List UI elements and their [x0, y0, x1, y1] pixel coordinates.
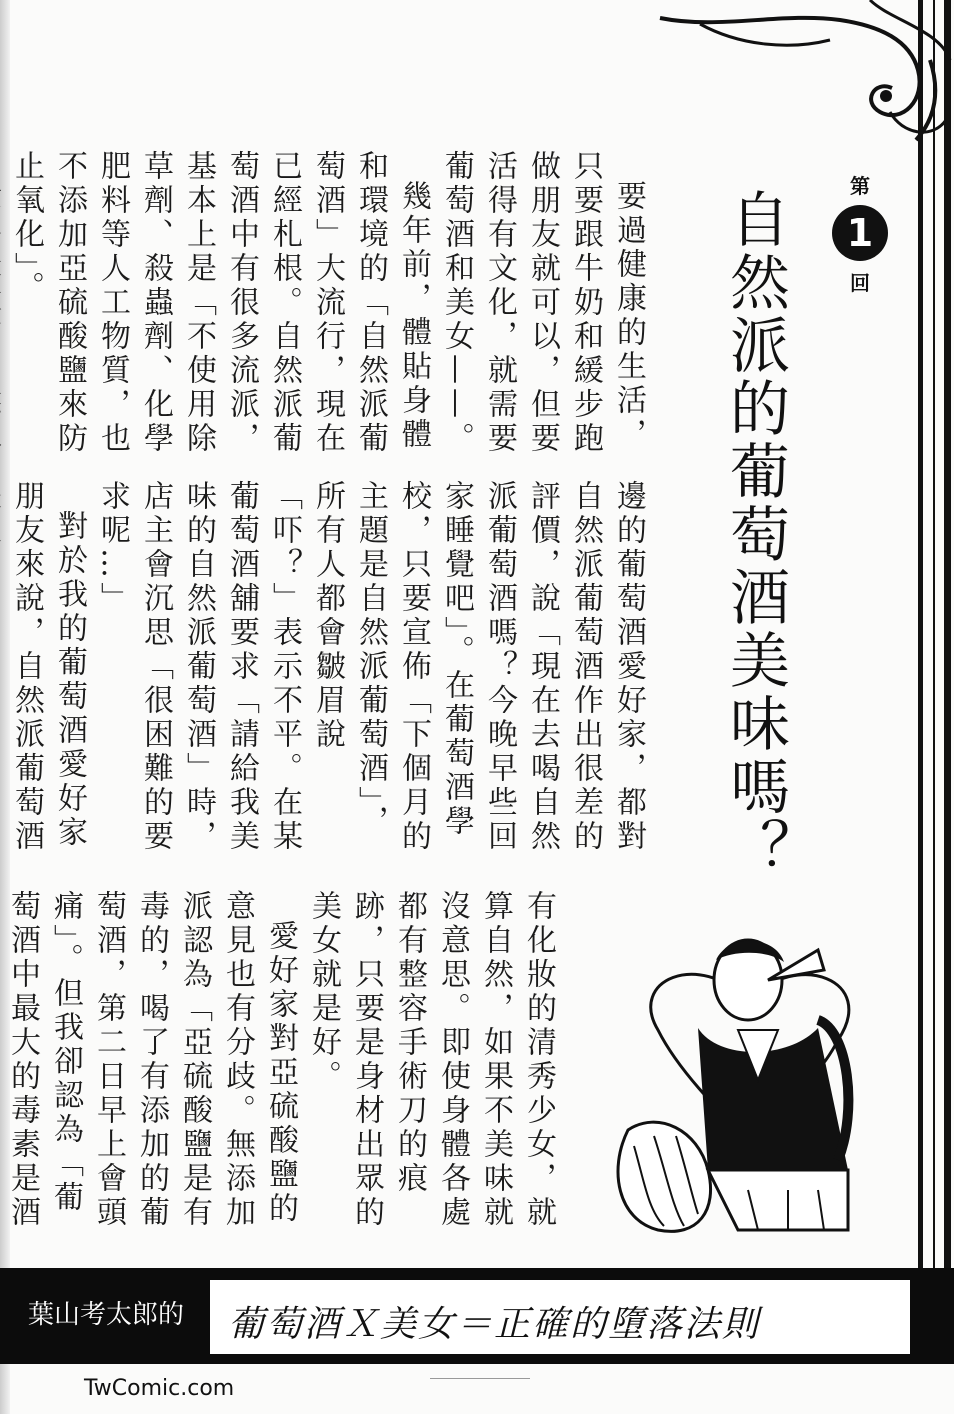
paragraph: 邊的葡萄酒愛好家，都對自然派葡萄酒作出很差的評價，說「現在去喝自然派葡萄酒嗎？今晚早些回家睡覺吧」。在葡萄酒學校，只要宣佈「下個月的主題是自然派葡萄酒」，所有人都會皺眉說「吓？」表示不平。在某葡萄酒舖要求「請給我美味的自然派葡萄酒」時，店主會沉思「很困難的要求呢…」 [95, 480, 646, 854]
paragraph: 愛好家對亞硫酸鹽的意見也有分歧。無添加派認為「亞硫酸鹽是有毒的，喝了有添加的葡萄酒，第二日早上會頭痛」。但我卻認為「葡萄酒中最大的毒素是酒 [5, 890, 298, 1230]
chapter-prefix: 第 [850, 174, 870, 198]
article-title: 自然派的葡萄酒美味嗎？ [720, 188, 790, 881]
text-block [5, 890, 560, 1230]
series-banner [0, 1268, 954, 1364]
border-rule [933, 0, 935, 1268]
wine-couple-illustration [588, 910, 888, 1240]
paragraph: 對於我的葡萄酒愛好家朋友來說，自然派葡萄酒 [9, 480, 87, 854]
chapter-suffix: 回 [850, 271, 870, 295]
border-rule [944, 0, 951, 1268]
series-subtitle: 葡萄酒Ｘ美女＝正確的墮落法則 [228, 1304, 761, 1345]
page-edge [430, 1378, 530, 1391]
flourish-ornament [640, 0, 954, 150]
paragraph [0, 150, 5, 460]
text-block [9, 480, 650, 860]
paragraph: 要過健康的生活，只要跟牛奶和緩步跑做朋友就可以，但要活得有文化，就需要葡萄酒和美女——。 [439, 150, 646, 456]
chapter-label [822, 170, 898, 296]
series-subtitle-box [210, 1278, 910, 1354]
paragraph: 有化妝的清秀少女，就算自然，如果不美味就沒意思。即使身體各處都有整容手術刀的痕跡，只要是身材出眾的美女就是好。 [306, 890, 556, 1230]
chapter-number-badge: 1 [832, 205, 888, 261]
site-watermark: TwComic.com [84, 1376, 235, 1401]
text-block [9, 150, 650, 460]
paragraph: 幾年前，體貼身體和環境的「自然派葡萄酒」大流行，現在已經札根。自然派葡萄酒中有很多流派，基本上是「不使用除草劑、殺蟲劑、化學肥料等人工物質，也不添加亞硫酸鹽來防止氧化」。 [9, 150, 431, 456]
series-name: 葉山考太郎的 [28, 1300, 185, 1330]
border-rule [918, 0, 923, 1268]
